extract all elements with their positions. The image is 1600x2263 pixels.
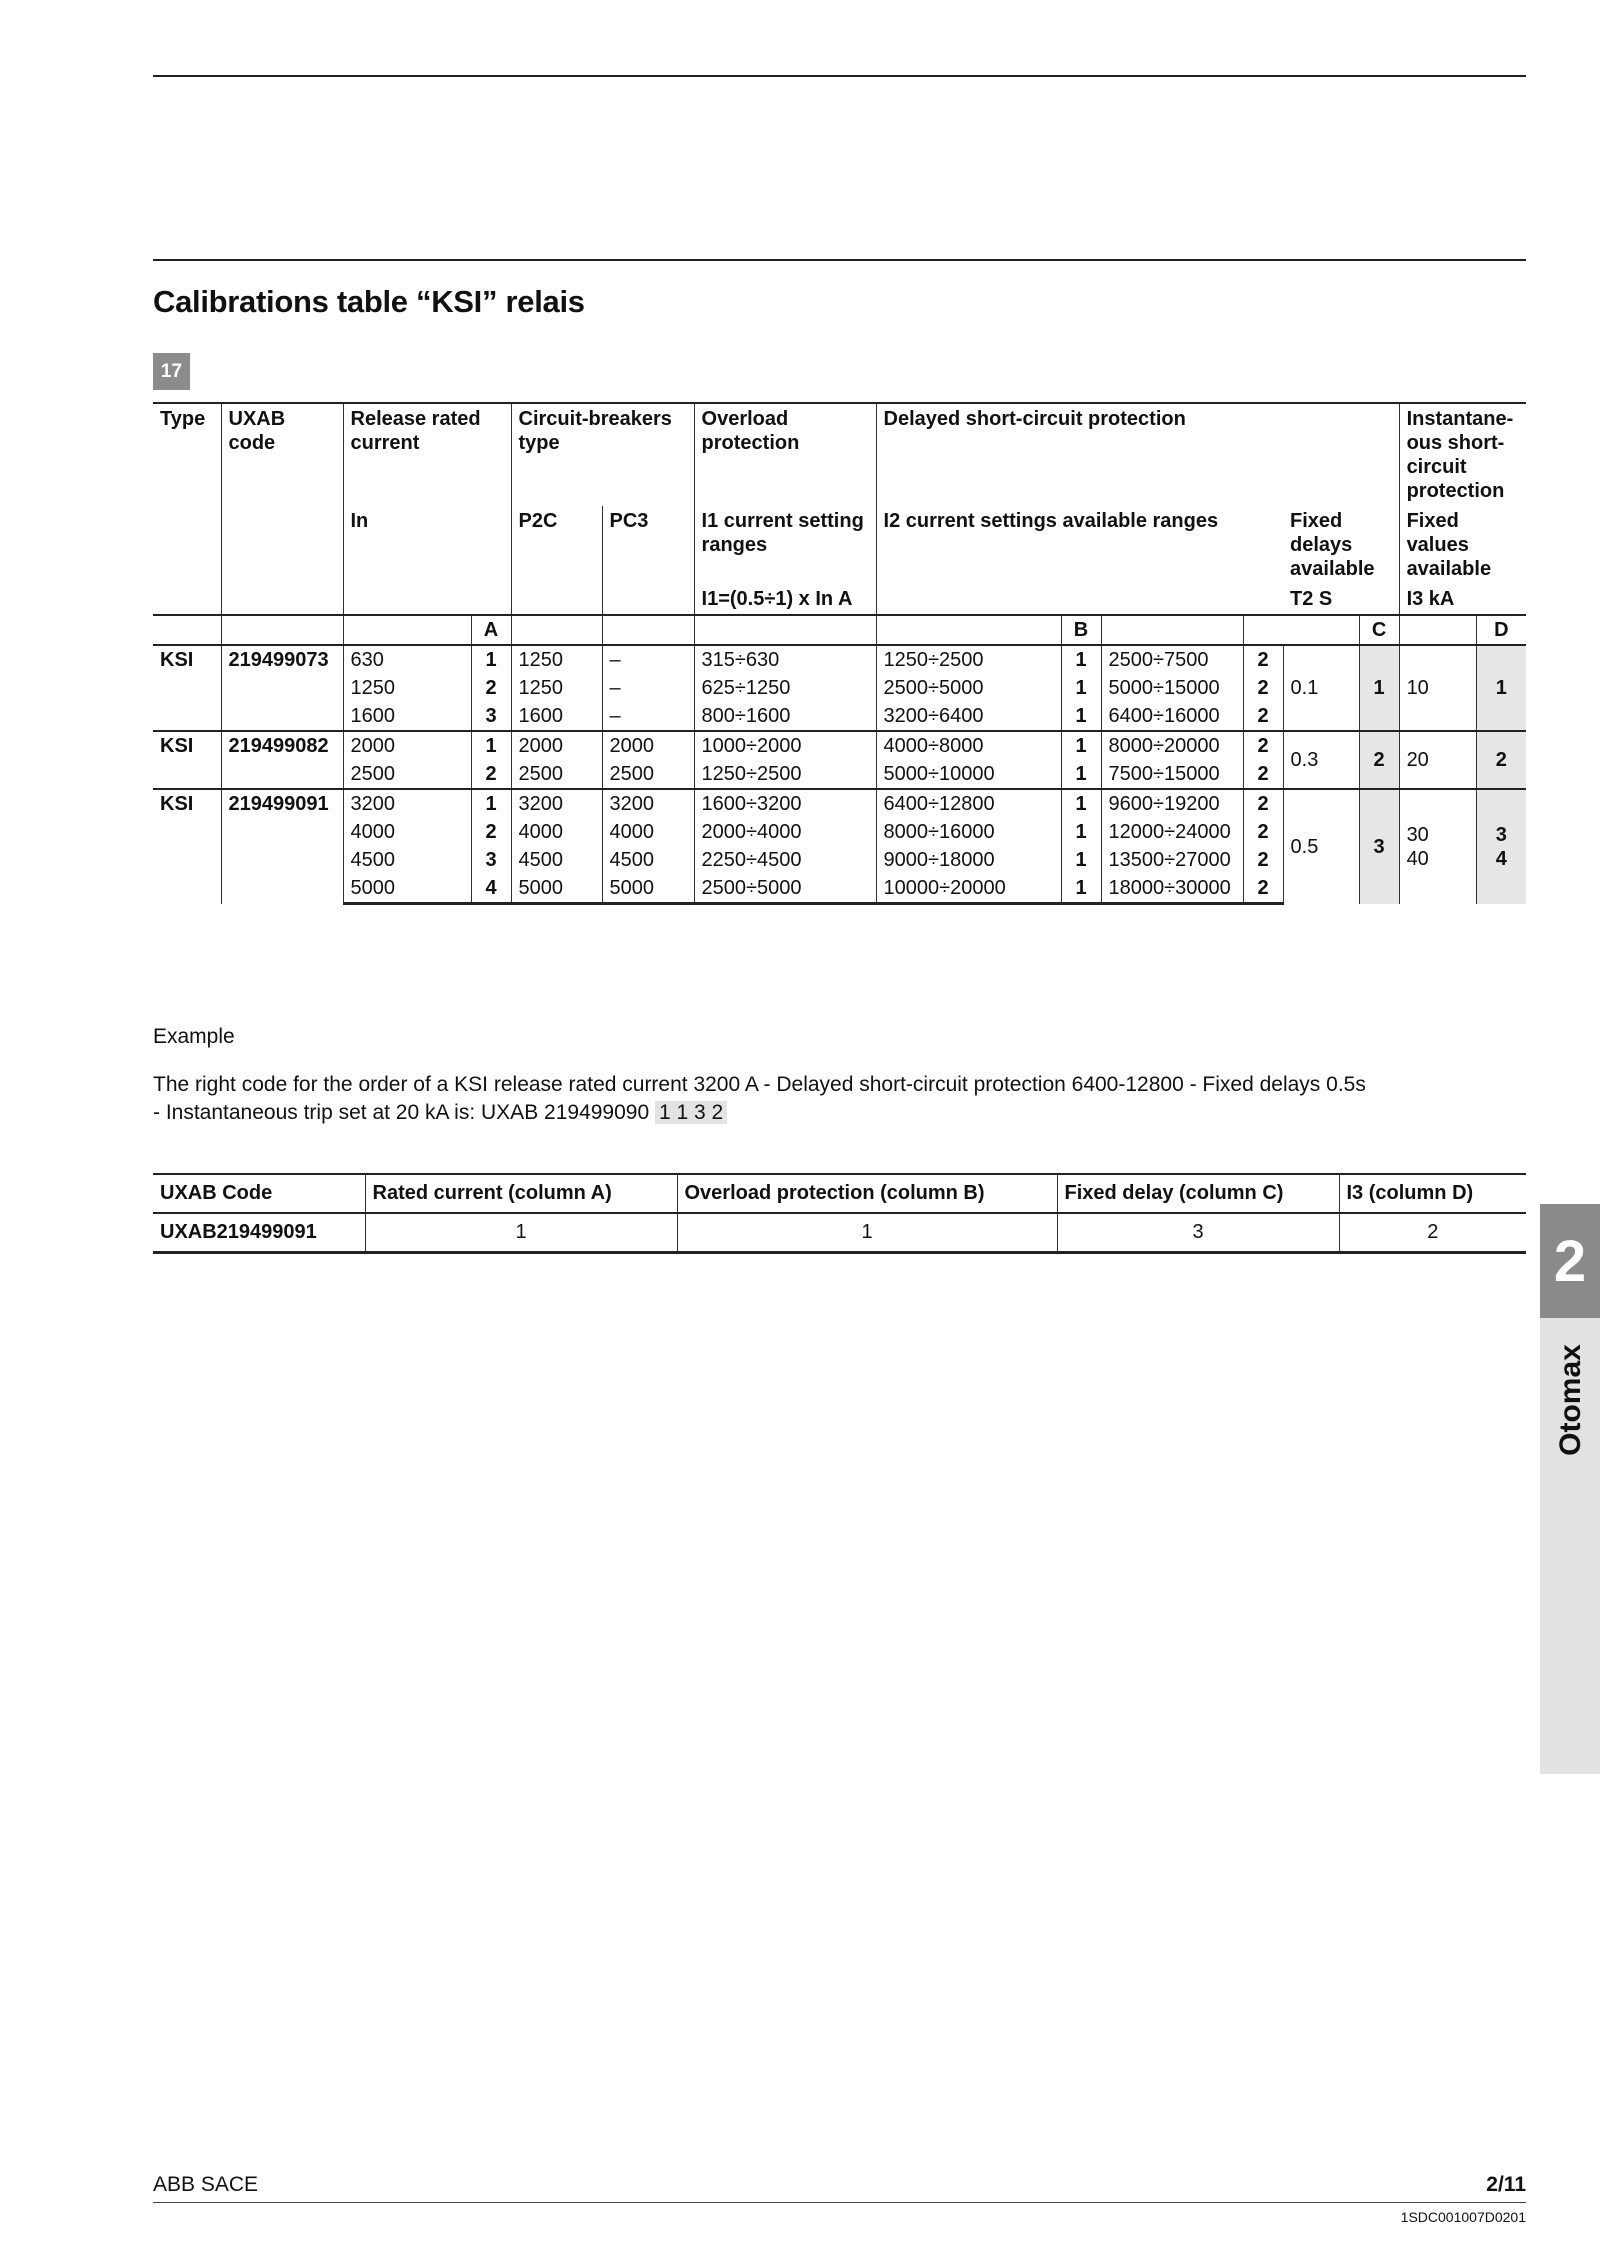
empty-cell xyxy=(1101,615,1243,645)
cell-code-b2: 2 xyxy=(1243,645,1283,674)
table-number-badge: 17 xyxy=(153,353,190,390)
cell-p2c: 1250 xyxy=(511,645,602,674)
cell-pc3: 5000 xyxy=(602,874,694,904)
column-letters-row xyxy=(153,615,1526,645)
summary-header-cell: Fixed delay (column C) xyxy=(1057,1174,1339,1213)
header-fixed-delays: Fixed delays available xyxy=(1290,510,1375,580)
cell-code-b2: 2 xyxy=(1243,874,1283,904)
header-i2: I2 current settings available ranges xyxy=(876,506,1283,615)
i3-value: 20 xyxy=(1406,749,1429,771)
section-tab-label: Otomax xyxy=(1554,1344,1587,1456)
empty-cell xyxy=(1243,615,1283,645)
cell-code-c: 2 xyxy=(1359,731,1399,789)
cell-uxab-code: 219499073 xyxy=(221,645,343,731)
table-row xyxy=(153,789,1526,818)
cell-pc3: 2500 xyxy=(602,760,694,789)
cell-in: 5000 xyxy=(343,874,471,904)
cell-i1-range: 2000÷4000 xyxy=(694,818,876,846)
cell-type: KSI xyxy=(160,649,194,671)
cell-in: 630 xyxy=(343,645,471,674)
empty-cell xyxy=(511,615,602,645)
summary-header-cell: Overload protection (column B) xyxy=(677,1174,1057,1213)
cell-i2-range-high: 12000÷24000 xyxy=(1101,818,1243,846)
cell-code-a: 2 xyxy=(471,674,511,702)
cell-code-b1: 1 xyxy=(1061,760,1101,789)
document-code: 1SDC001007D0201 xyxy=(1400,2209,1526,2225)
page-title: Calibrations table “KSI” relais xyxy=(153,284,585,319)
cell-i1-range: 1000÷2000 xyxy=(694,731,876,760)
column-letter-a: A xyxy=(471,615,511,645)
cell-pc3: 2000 xyxy=(602,731,694,760)
cell-in: 2500 xyxy=(343,760,471,789)
cell-i2-range-high: 5000÷15000 xyxy=(1101,674,1243,702)
cell-pc3: 3200 xyxy=(602,789,694,818)
d-code: 1 xyxy=(1495,677,1507,699)
table-row xyxy=(153,645,1526,674)
table-header-row xyxy=(153,506,1526,584)
cell-code-b2: 2 xyxy=(1243,731,1283,760)
example-text-line2: - Instantaneous trip set at 20 kA is: UXAB 219499090 xyxy=(153,1101,650,1124)
cell-i3-values xyxy=(1399,789,1476,904)
header-uxab-code: UXAB code xyxy=(221,403,343,615)
cell-code-b1: 1 xyxy=(1061,846,1101,874)
calibration-table xyxy=(153,402,1526,905)
cell-i3-values xyxy=(1399,731,1476,789)
cell-uxab-code: 219499082 xyxy=(221,731,343,789)
cell-code-a: 3 xyxy=(471,846,511,874)
empty-cell xyxy=(876,615,1061,645)
cell-code-b2: 2 xyxy=(1243,789,1283,818)
title-rule xyxy=(153,259,1526,261)
summary-header-row xyxy=(153,1174,1526,1213)
empty-cell xyxy=(694,615,876,645)
cell-code-b1: 1 xyxy=(1061,731,1101,760)
header-type: Type xyxy=(153,403,221,615)
cell-code-b1: 1 xyxy=(1061,645,1101,674)
cell-p2c: 4000 xyxy=(511,818,602,846)
cell-code-c: 3 xyxy=(1359,789,1399,904)
i3-value: 10 xyxy=(1406,677,1429,699)
cell-in: 2000 xyxy=(343,731,471,760)
example-label: Example xyxy=(153,1025,235,1048)
summary-cell: UXAB219499091 xyxy=(153,1213,365,1253)
header-overload: Overload protection xyxy=(694,403,876,506)
header-delayed: Delayed short-circuit protection xyxy=(876,403,1399,506)
d-code: 2 xyxy=(1495,749,1507,771)
cell-code-b1: 1 xyxy=(1061,818,1101,846)
cell-code-b2: 2 xyxy=(1243,702,1283,731)
example-text-line1: The right code for the order of a KSI release rated current 3200 A - Delayed short-circuit protection 6400-12800 - Fixed delays 0.5s xyxy=(153,1073,1366,1096)
cell-i2-range-high: 6400÷16000 xyxy=(1101,702,1243,731)
column-letter-d: D xyxy=(1476,615,1526,645)
cell-code-a: 1 xyxy=(471,645,511,674)
header-instantaneous: Instantane-ous short-circuit protection xyxy=(1399,403,1526,506)
cell-p2c: 3200 xyxy=(511,789,602,818)
cell-i2-range-low: 8000÷16000 xyxy=(876,818,1061,846)
cell-p2c: 2000 xyxy=(511,731,602,760)
cell-code-a: 3 xyxy=(471,702,511,731)
footer-rule xyxy=(153,2202,1526,2203)
summary-cell: 2 xyxy=(1339,1213,1526,1253)
example-order-code: 1 1 3 2 xyxy=(655,1101,727,1124)
cell-i1-range: 1250÷2500 xyxy=(694,760,876,789)
cell-in: 4500 xyxy=(343,846,471,874)
top-rule xyxy=(153,75,1526,77)
column-letter-c: C xyxy=(1359,615,1399,645)
cell-type: KSI xyxy=(153,731,221,789)
cell-type: KSI xyxy=(153,789,221,904)
cell-i1-range: 2500÷5000 xyxy=(694,874,876,904)
cell-code-b2: 2 xyxy=(1243,674,1283,702)
cell-code-b2: 2 xyxy=(1243,818,1283,846)
cell-p2c: 4500 xyxy=(511,846,602,874)
cell-code-a: 4 xyxy=(471,874,511,904)
summary-header-cell: Rated current (column A) xyxy=(365,1174,677,1213)
summary-cell: 3 xyxy=(1057,1213,1339,1253)
summary-header-cell: I3 (column D) xyxy=(1339,1174,1526,1213)
cell-i1-range: 315÷630 xyxy=(694,645,876,674)
cell-code-a: 1 xyxy=(471,789,511,818)
cell-code-d xyxy=(1476,789,1526,904)
cell-i1-range: 1600÷3200 xyxy=(694,789,876,818)
cell-i2-range-low: 9000÷18000 xyxy=(876,846,1061,874)
cell-pc3: 4500 xyxy=(602,846,694,874)
cell-fixed-delay: 0.5 xyxy=(1283,789,1359,904)
cell-i2-range-low: 10000÷20000 xyxy=(876,874,1061,904)
cell-pc3: – xyxy=(602,674,694,702)
cell-code-a: 2 xyxy=(471,760,511,789)
cell-pc3: – xyxy=(602,645,694,674)
cell-i2-range-high: 2500÷7500 xyxy=(1101,645,1243,674)
header-t2s: T2 S xyxy=(1290,588,1333,610)
cell-i2-range-high: 13500÷27000 xyxy=(1101,846,1243,874)
cell-p2c: 5000 xyxy=(511,874,602,904)
cell-fixed-delay: 0.3 xyxy=(1283,731,1359,789)
summary-cell: 1 xyxy=(365,1213,677,1253)
cell-i2-range-low: 2500÷5000 xyxy=(876,674,1061,702)
cell-in: 4000 xyxy=(343,818,471,846)
cell-code-d xyxy=(1476,731,1526,789)
cell-fixed-delay: 0.1 xyxy=(1283,645,1359,731)
cell-in: 1600 xyxy=(343,702,471,731)
cell-in: 1250 xyxy=(343,674,471,702)
cell-i1-range: 2250÷4500 xyxy=(694,846,876,874)
cell-code-b1: 1 xyxy=(1061,789,1101,818)
header-pc3: PC3 xyxy=(602,506,694,615)
summary-row xyxy=(153,1213,1526,1253)
cell-i2-range-high: 18000÷30000 xyxy=(1101,874,1243,904)
section-tab-number[interactable]: 2 xyxy=(1540,1204,1600,1318)
empty-cell xyxy=(602,615,694,645)
cell-i1-range: 625÷1250 xyxy=(694,674,876,702)
i3-value: 40 xyxy=(1406,847,1429,870)
page-number: 2/11 xyxy=(1486,2173,1526,2196)
table-row xyxy=(153,731,1526,760)
empty-cell xyxy=(343,615,471,645)
cell-code-a: 2 xyxy=(471,818,511,846)
header-i3ka: I3 kA xyxy=(1399,584,1526,615)
cell-i3-values xyxy=(1399,645,1476,731)
cell-code-b1: 1 xyxy=(1061,674,1101,702)
footer-company: ABB SACE xyxy=(153,2173,259,2196)
header-i1: I1 current setting ranges xyxy=(694,506,876,584)
cell-i2-range-low: 5000÷10000 xyxy=(876,760,1061,789)
header-circuit-breakers: Circuit-breakers type xyxy=(511,403,694,506)
cell-code-b2: 2 xyxy=(1243,846,1283,874)
cell-uxab-code: 219499091 xyxy=(221,789,343,904)
d-code: 3 xyxy=(1495,823,1507,846)
cell-i2-range-high: 8000÷20000 xyxy=(1101,731,1243,760)
cell-code-b2: 2 xyxy=(1243,760,1283,789)
cell-i2-range-low: 3200÷6400 xyxy=(876,702,1061,731)
cell-in: 3200 xyxy=(343,789,471,818)
cell-i2-range-high: 9600÷19200 xyxy=(1101,789,1243,818)
cell-pc3: 4000 xyxy=(602,818,694,846)
summary-cell: 1 xyxy=(677,1213,1057,1253)
cell-pc3: – xyxy=(602,702,694,731)
cell-code-b1: 1 xyxy=(1061,702,1101,731)
cell-i2-range-low: 1250÷2500 xyxy=(876,645,1061,674)
empty-cell xyxy=(1399,615,1476,645)
cell-code-b1: 1 xyxy=(1061,874,1101,904)
header-i1-formula: I1=(0.5÷1) x In A xyxy=(694,584,876,615)
cell-i1-range: 800÷1600 xyxy=(694,702,876,731)
cell-p2c: 1250 xyxy=(511,674,602,702)
empty-cell xyxy=(221,615,343,645)
example-text xyxy=(153,1071,1543,1127)
cell-p2c: 2500 xyxy=(511,760,602,789)
header-release-current: Release rated current xyxy=(343,403,511,506)
cell-code-a: 1 xyxy=(471,731,511,760)
empty-cell xyxy=(153,615,221,645)
column-letter-b: B xyxy=(1061,615,1101,645)
empty-cell xyxy=(1283,615,1359,645)
header-in: In xyxy=(343,506,511,615)
table-header-row xyxy=(153,403,1526,506)
header-p2c: P2C xyxy=(511,506,602,615)
header-fixed-values: Fixed values available xyxy=(1399,506,1526,584)
cell-code-c: 1 xyxy=(1359,645,1399,731)
summary-header-cell: UXAB Code xyxy=(153,1174,365,1213)
cell-code-d xyxy=(1476,645,1526,731)
cell-i2-range-low: 6400÷12800 xyxy=(876,789,1061,818)
cell-p2c: 1600 xyxy=(511,702,602,731)
cell-i2-range-low: 4000÷8000 xyxy=(876,731,1061,760)
cell-i2-range-high: 7500÷15000 xyxy=(1101,760,1243,789)
summary-table xyxy=(153,1173,1526,1254)
i3-value: 30 xyxy=(1406,823,1429,846)
d-code: 4 xyxy=(1495,847,1507,870)
